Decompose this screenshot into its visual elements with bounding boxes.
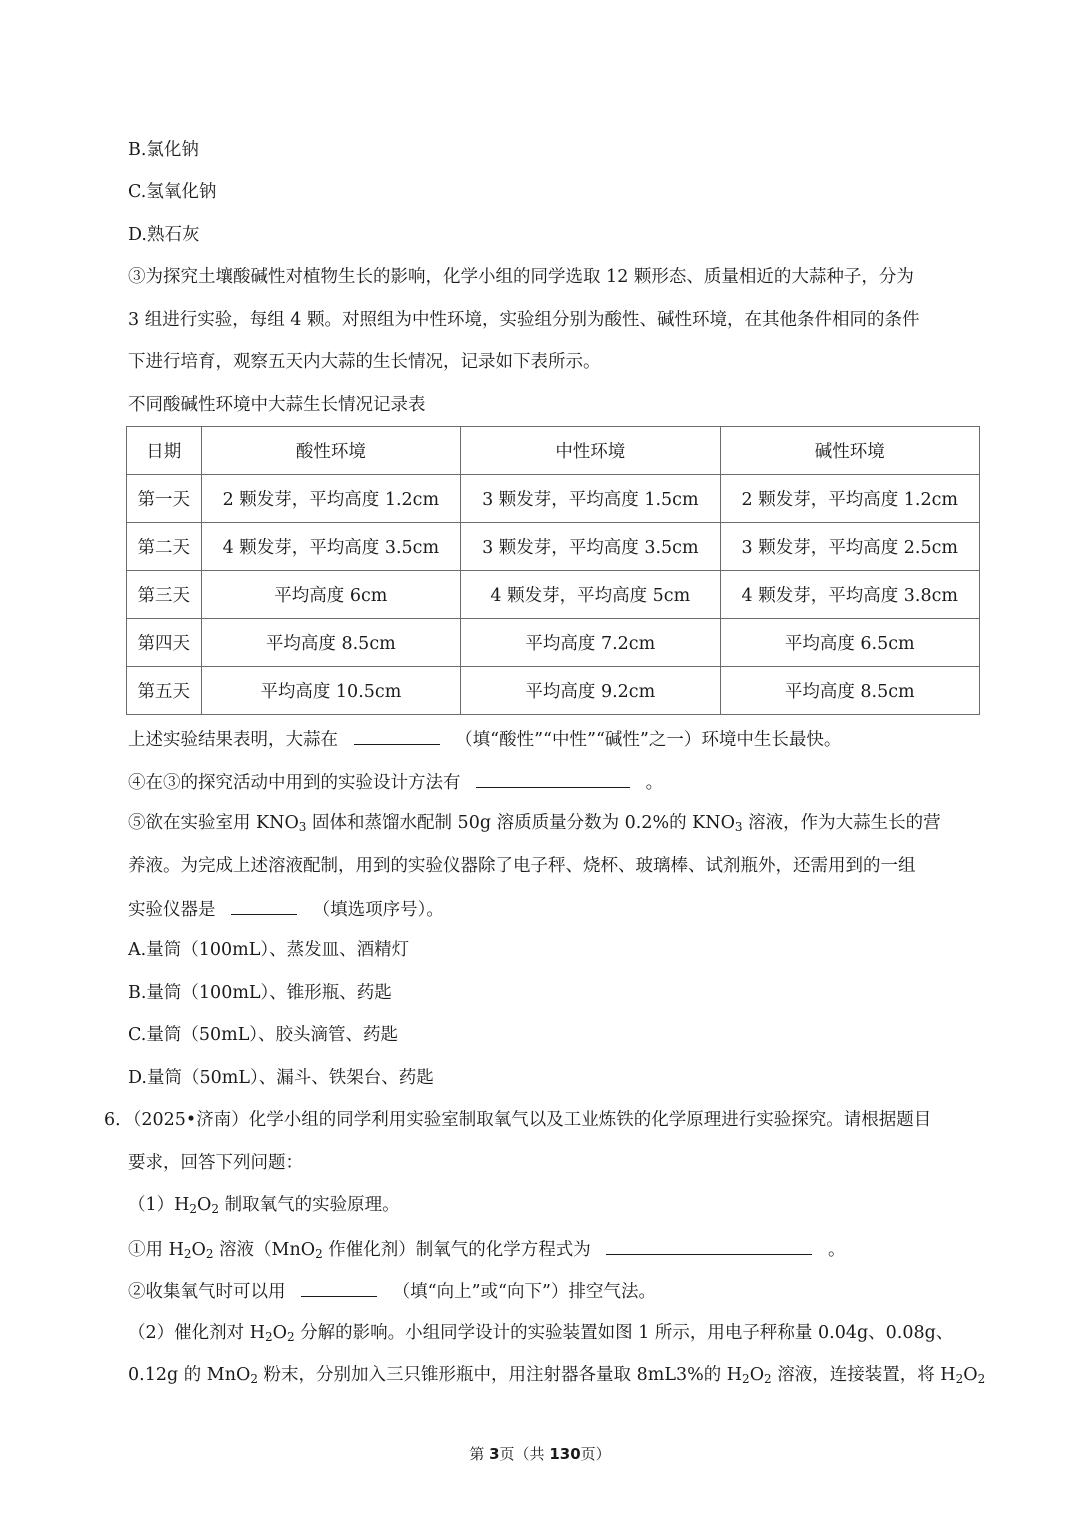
- answer-blank-instruments[interactable]: [231, 896, 297, 915]
- part3-line3: 下进行培育，观察五天内大蒜的生长情况，记录如下表所示。: [128, 352, 601, 372]
- table-cell: 2 颗发芽，平均高度 1.2cm: [720, 475, 979, 523]
- option-b-top: B.氯化钠: [128, 140, 199, 160]
- option-b-bottom: B.量筒（100mL）、锥形瓶、药匙: [128, 983, 392, 1003]
- q6-text: 。: [827, 1240, 846, 1260]
- table-cell: 平均高度 8.5cm: [201, 619, 461, 667]
- part5-text: 固体和蒸馏水配制 50g 溶质质量分数为 0.2%的 KNO: [306, 813, 735, 833]
- subscript: 2: [264, 1330, 273, 1344]
- option-c-bottom: C.量筒（50mL）、胶头滴管、药匙: [128, 1025, 399, 1045]
- table-header-row: [127, 427, 980, 475]
- answer-blank-environment[interactable]: [354, 726, 440, 745]
- page-total: 130: [549, 1445, 581, 1463]
- table-cell: 平均高度 8.5cm: [720, 667, 979, 715]
- table-title: 不同酸碱性环境中大蒜生长情况记录表: [128, 395, 426, 415]
- table-row: [127, 523, 980, 571]
- header-cell: 日期: [127, 427, 202, 475]
- table-cell: 第三天: [127, 571, 202, 619]
- q6-text: O: [191, 1240, 206, 1260]
- answer-blank-direction[interactable]: [301, 1278, 377, 1297]
- header-cell: 中性环境: [461, 427, 720, 475]
- part5-line2: 养液。为完成上述溶液配制，用到的实验仪器除了电子秤、烧杯、玻璃棒、试剂瓶外，还需用到的一组: [128, 856, 916, 876]
- q6-sub2-line: [128, 1236, 845, 1262]
- q6-text: 分解的影响。小组同学设计的实验装置如图 1 所示，用电子秤称量 0.04g、0.08g、: [294, 1323, 954, 1343]
- subscript: 2: [286, 1330, 295, 1344]
- answer-blank-method[interactable]: [476, 769, 630, 788]
- result-text-a: 上述实验结果表明，大蒜在: [128, 730, 338, 750]
- q6-sub5-line: [128, 1363, 985, 1387]
- header-cell: 碱性环境: [720, 427, 979, 475]
- table-cell: 第二天: [127, 523, 202, 571]
- table-row: [127, 475, 980, 523]
- table-cell: 3 颗发芽，平均高度 2.5cm: [720, 523, 979, 571]
- part5-text: 实验仪器是: [128, 900, 216, 920]
- table-cell: 平均高度 6cm: [201, 571, 461, 619]
- part5-text: （填选项序号）。: [312, 900, 444, 920]
- subscript: 2: [315, 1247, 323, 1261]
- footer-text: 页）: [580, 1445, 611, 1463]
- table-cell: 第五天: [127, 667, 202, 715]
- q6-text: O: [197, 1195, 212, 1215]
- table-cell: 3 颗发芽，平均高度 3.5cm: [461, 523, 720, 571]
- subscript: 2: [211, 1202, 220, 1216]
- part5-line1: [128, 811, 941, 835]
- q6-text: ①用 H: [128, 1240, 184, 1260]
- subscript: 2: [250, 1372, 258, 1386]
- q6-text: ②收集氧气时可以用: [128, 1282, 286, 1302]
- subscript: 2: [183, 1247, 192, 1261]
- q6-text: 溶液，连接装置，将 H: [771, 1365, 956, 1385]
- subscript: 3: [298, 820, 307, 834]
- part3-line1: ③为探究土壤酸碱性对植物生长的影响，化学小组的同学选取 12 颗形态、质量相近的大蒜种子，分为: [128, 267, 914, 287]
- q6-text: O: [272, 1323, 287, 1343]
- footer-text: 第: [469, 1445, 490, 1463]
- q6-text: （填“向上”或“向下”）排空气法。: [392, 1282, 656, 1302]
- question-number: 6．: [104, 1110, 133, 1130]
- option-d-top: D.熟石灰: [128, 225, 200, 245]
- part4-text-b: 。: [645, 773, 664, 793]
- question-6-line1: [104, 1108, 931, 1132]
- footer-text: 页（共: [499, 1445, 550, 1463]
- table-cell: 平均高度 9.2cm: [461, 667, 720, 715]
- q6-text: 溶液（MnO: [213, 1240, 316, 1260]
- option-c-top: C.氢氧化钠: [128, 182, 217, 202]
- growth-table: [126, 426, 980, 715]
- q6-text: O: [749, 1365, 765, 1385]
- table-row: [127, 571, 980, 619]
- subscript: 2: [955, 1372, 964, 1386]
- table-cell: 平均高度 6.5cm: [720, 619, 979, 667]
- table-cell: 4 颗发芽，平均高度 5cm: [461, 571, 720, 619]
- part3-line2: 3 组进行实验，每组 4 颗。对照组为中性环境，实验组分别为酸性、碱性环境，在其他条件相同的条件: [128, 310, 920, 330]
- q6-sub4-line: [128, 1321, 953, 1345]
- q6-text: 0.12g 的 MnO: [128, 1365, 251, 1385]
- q6-text: 作催化剂）制氧气的化学方程式为: [322, 1240, 591, 1260]
- q6-sub1-line: [128, 1193, 400, 1217]
- subscript: 2: [742, 1372, 750, 1386]
- page-footer: [0, 1443, 1080, 1464]
- table-cell: 2 颗发芽，平均高度 1.2cm: [201, 475, 461, 523]
- table-cell: 4 颗发芽，平均高度 3.8cm: [720, 571, 979, 619]
- subscript: 2: [205, 1247, 214, 1261]
- table-row: [127, 667, 980, 715]
- table-row: [127, 619, 980, 667]
- part4-text-a: ④在③的探究活动中用到的实验设计方法有: [128, 773, 461, 793]
- subscript: 3: [734, 820, 743, 834]
- part5-text: ⑤欲在实验室用 KNO: [128, 813, 299, 833]
- result-text-b: （填“酸性”“中性”“碱性”之一）环境中生长最快。: [455, 730, 842, 750]
- result-line: [128, 726, 841, 752]
- table-cell: 3 颗发芽，平均高度 1.5cm: [461, 475, 720, 523]
- header-cell: 酸性环境: [201, 427, 461, 475]
- part5-line3: [128, 896, 444, 922]
- part4-line: [128, 769, 663, 795]
- table-cell: 第四天: [127, 619, 202, 667]
- subscript: 2: [189, 1202, 198, 1216]
- table-cell: 平均高度 10.5cm: [201, 667, 461, 715]
- q6-sub3-line: [128, 1278, 656, 1304]
- subscript: 2: [977, 1372, 986, 1386]
- question-text: （2025•济南）化学小组的同学利用实验室制取氧气以及工业炼铁的化学原理进行实验探究。请根据题目: [132, 1110, 932, 1130]
- table-cell: 平均高度 7.2cm: [461, 619, 720, 667]
- q6-text: （1）H: [128, 1195, 190, 1215]
- subscript: 2: [764, 1372, 772, 1386]
- part5-text: 溶液，作为大蒜生长的营: [742, 813, 941, 833]
- option-a-bottom: A.量筒（100mL）、蒸发皿、酒精灯: [128, 940, 410, 960]
- page-number: 3: [489, 1445, 500, 1463]
- q6-text: 粉末，分别加入三只锥形瓶中，用注射器各量取 8mL3%的 H: [257, 1365, 743, 1385]
- q6-text: （2）催化剂对 H: [128, 1323, 265, 1343]
- answer-blank-equation[interactable]: [606, 1236, 812, 1255]
- option-d-bottom: D.量筒（50mL）、漏斗、铁架台、药匙: [128, 1068, 434, 1088]
- q6-text: O: [963, 1365, 978, 1385]
- table-cell: 第一天: [127, 475, 202, 523]
- q6-text: 制取氧气的实验原理。: [219, 1195, 400, 1215]
- table-cell: 4 颗发芽，平均高度 3.5cm: [201, 523, 461, 571]
- question-6-line2: 要求，回答下列问题：: [128, 1153, 303, 1173]
